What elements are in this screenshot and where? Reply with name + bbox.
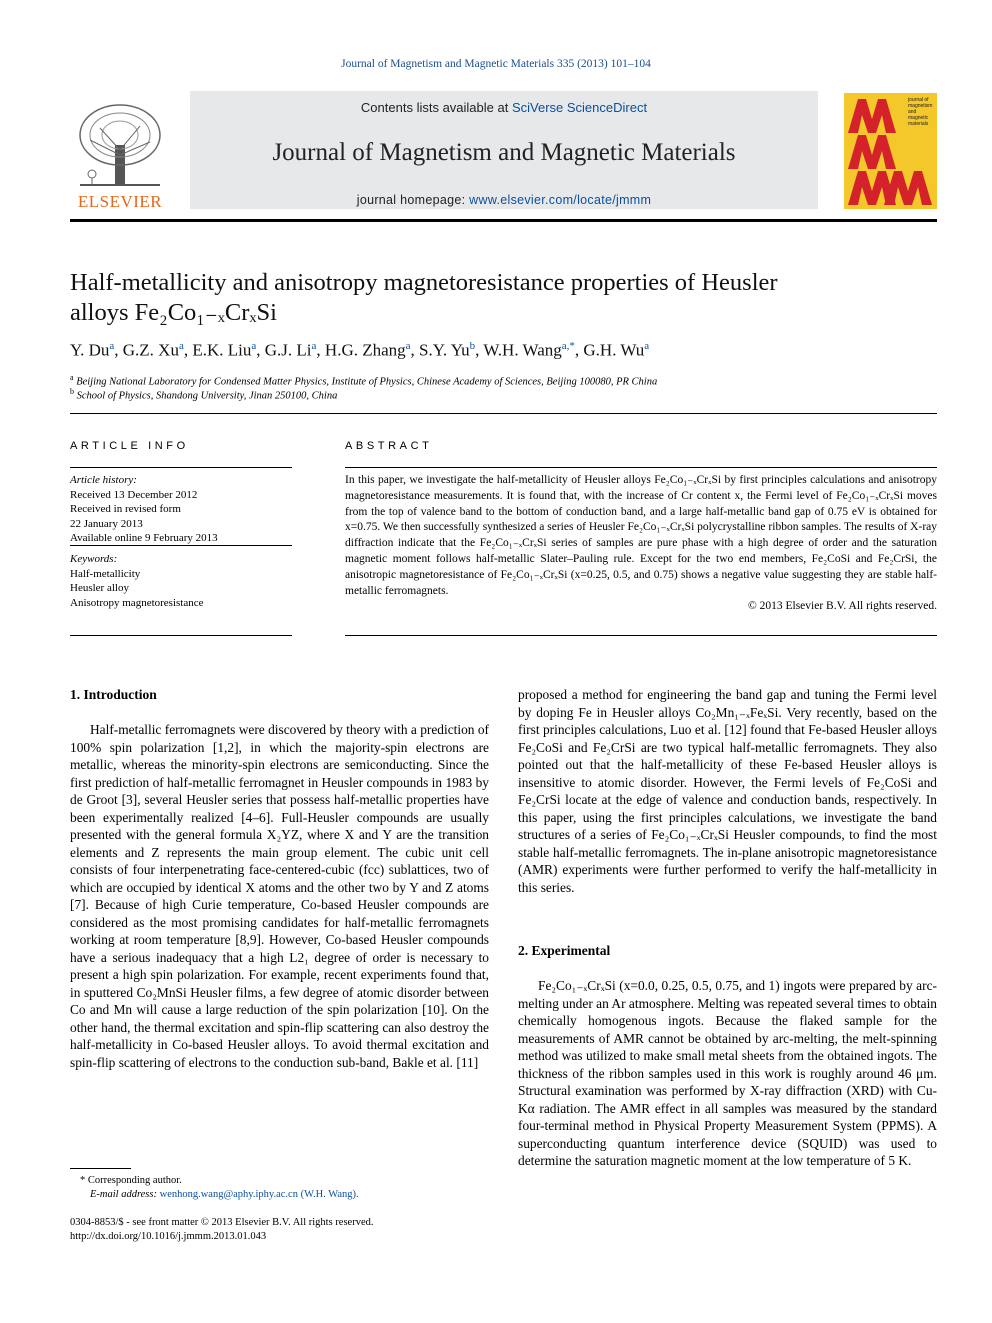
affil-rule bbox=[70, 413, 937, 414]
keyword: Anisotropy magnetoresistance bbox=[70, 596, 204, 609]
article-history bbox=[70, 473, 292, 546]
author: G.J. Li bbox=[264, 340, 312, 360]
author: Y. Du bbox=[70, 340, 110, 360]
author: G.Z. Xu bbox=[122, 340, 179, 360]
introduction-paragraph: Half-metallic ferromagnets were discovered by theory with a prediction of 100% spin polarization [1,2], in which the majority-spin electrons are metallic, whereas the minority-spin electrons are semiconducting. Since the first prediction of half-metallic ferromagnet in Heusler compounds in 1983 by de Groot [3], several Heusler series that possess half-metallic properties have been experimentally realized [4–6]. Full-Heusler compounds are usually presented with the general formula X₂YZ, where X and Y are the transition elements and Z represents the main group element. The cubic unit cell consists of four interpenetrating face-centered-cubic (fcc) sublattices, two of which are occupied by identical X atoms and the other two by Y and Z atoms [7]. Because of high Curie temperature, Co-based Heusler compounds are considered as the most promising candidates for half-metallic ferromagnets working at room temperature [8,9]. However, Co-based Heusler compounds have a serious inadequacy that a high L2₁ degree of order is necessary to present a high spin polarization. For example, recent experiments found that, in sputtered Co₂MnSi Heusler films, a few degree of atomic disorder between Co and Mn will cause a large reduction of the spin polarization [10]. On the other hand, the thermal excitation and spin-flip scattering can also destroy the half-metallicity in Co-based Heusler alloys. To avoid thermal excitation and spin-flip scattering of electrons to the conduction sub-band, Bakle et al. [11] bbox=[70, 722, 489, 1070]
title-line-2: alloys Fe₂Co₁₋ₓCrₓSi bbox=[70, 299, 277, 326]
introduction-continued: proposed a method for engineering the band gap and tuning the Fermi level by doping Fe in Heusler alloys Co₂Mn₁₋ₓFeₓSi. Very recently, based on the first principles calculations, Luo et al. [12] found that Fe-based Heusler alloys Fe₂CoSi and Fe₂CrSi are two typical half-metallic ferromagnets. They also pointed out that the half-metallicity of these Fe-based Heusler alloys is insensitive to atomic disorder. However, the Fermi levels of Fe₂CoSi and Fe₂CrSi locate at the edge of valence and conduction bands, respectively. In this paper, using the first principles calculations, we investigate the band structures of a series of Fe₂Co₁₋ₓCrₓSi Heusler compounds, to find the most stable half-metallic ferromagnets. The in-plane anisotropic magnetoresistance (AMR) experiments were further performed to verify the half-metallicity in this series. bbox=[518, 687, 937, 895]
author-affil-link[interactable]: b bbox=[469, 340, 476, 352]
abstract-copyright: © 2013 Elsevier B.V. All rights reserved. bbox=[748, 600, 937, 613]
affiliation-text: School of Physics, Shandong University, Jinan 250100, China bbox=[76, 390, 338, 402]
author-affil-link[interactable]: a bbox=[251, 340, 257, 352]
article-info-rule-bottom bbox=[70, 635, 292, 636]
author-affil-link[interactable]: a bbox=[644, 340, 650, 352]
history-item: Received in revised form bbox=[70, 503, 181, 515]
abstract-heading: ABSTRACT bbox=[345, 440, 433, 452]
affiliation-sup: b bbox=[70, 387, 74, 396]
section-heading-introduction: 1. Introduction bbox=[70, 687, 157, 702]
article-title bbox=[70, 268, 930, 328]
email-link[interactable]: wenhong.wang@aphy.iphy.ac.cn (W.H. Wang). bbox=[159, 1189, 359, 1200]
experimental-body bbox=[518, 977, 937, 1170]
elsevier-logo bbox=[70, 100, 170, 192]
keywords-label: Keywords: bbox=[70, 553, 118, 565]
experimental-paragraph: Fe₂Co₁₋ₓCrₓSi (x=0.0, 0.25, 0.5, 0.75, and 1) ingots were prepared by arc-melting under an Ar atmosphere. Melting was repeated several times to obtain chemically homogenous ingots. Because the flaked sample for the measurements of AMR cannot be obtained by arc-melting, the melt-spinning method was utilized to make small metal sheets from the obtained ingots. The thickness of the ribbon samples used in this work is roughly around 46 μm. Structural examination was performed by X-ray diffraction (XRD) with Cu-Kα radiation. The AMR effect in all samples was measured by the standard four-terminal method in Physical Property Measurement System (PPMS). A superconducting quantum interference device (SQUID) was used to determine the saturation magnetic moment at the low temperature of 5 K. bbox=[518, 978, 937, 1168]
article-info-heading: ARTICLE INFO bbox=[70, 440, 189, 452]
email-note bbox=[90, 1188, 359, 1202]
issn-line: 0304-8853/$ - see front matter © 2013 Elsevier B.V. All rights reserved. bbox=[70, 1217, 374, 1228]
author-affil-link[interactable]: a,* bbox=[561, 340, 575, 352]
author-affil-link[interactable]: a bbox=[109, 340, 115, 352]
footnote-rule bbox=[70, 1168, 131, 1169]
author-affil-link[interactable]: a bbox=[405, 340, 411, 352]
article-info-rule-top bbox=[70, 467, 292, 468]
right-column bbox=[518, 686, 937, 896]
keywords bbox=[70, 552, 292, 610]
title-line-1: Half-metallicity and anisotropy magnetoresistance properties of Heusler bbox=[70, 269, 778, 296]
history-item: 22 January 2013 bbox=[70, 517, 143, 530]
history-item: Available online 9 February 2013 bbox=[70, 532, 218, 544]
keyword: Heusler alloy bbox=[70, 582, 129, 594]
author-affil-link[interactable]: a bbox=[178, 340, 184, 352]
contents-prefix: Contents lists available at bbox=[360, 100, 512, 115]
affiliation-a bbox=[70, 373, 657, 388]
mmm-logo-icon bbox=[844, 93, 937, 209]
journal-cover[interactable] bbox=[844, 93, 937, 209]
affiliation-text: Beijing National Laboratory for Condensed Matter Physics, Institute of Physics, Chinese Academy of Sciences, Beijing 100080, PR China bbox=[76, 376, 658, 388]
corresponding-author-note: * Corresponding author. bbox=[80, 1175, 182, 1186]
author: H.G. Zhang bbox=[324, 340, 406, 360]
keyword: Half-metallicity bbox=[70, 567, 141, 580]
abstract-rule-bottom bbox=[345, 635, 937, 636]
author: W.H. Wang bbox=[483, 340, 562, 360]
homepage-link[interactable]: www.elsevier.com/locate/jmmm bbox=[469, 193, 652, 207]
article-info-rule-mid bbox=[70, 545, 292, 546]
author-affil-link[interactable]: a bbox=[311, 340, 317, 352]
abstract-text: In this paper, we investigate the half-metallicity of Heusler alloys Fe₂Co₁₋ₓCrₓSi by first principles calculations and anisotropy magnetoresistance measurements. It is found that, with the increase of Cr content x, the Fermi level of Fe₂Co₁₋ₓCrₓSi moves from the top of valence band to the bottom of conduction band, and a large half-metallic band gap of 0.75 eV is obtained for x=0.75. We then successfully synthesized a series of Heusler Fe₂Co₁₋ₓCrₓSi polycrystalline ribbon samples. The results of X-ray diffraction indicate that the Fe₂Co₁₋ₓCrₓSi series of samples are pure phase with a high degree of order and the saturation magnetic moment follows half-metallic Slater–Pauling rule. Except for the two end members, Fe₂CoSi and Fe₂CrSi, the anisotropic magnetoresistance of Fe₂Co₁₋ₓCrₓSi (x=0.25, 0.5, and 0.75) shows a negative value suggesting they are stable half-metallic ferromagnets. bbox=[345, 474, 937, 597]
author: E.K. Liu bbox=[192, 340, 252, 360]
contents-line bbox=[190, 100, 818, 115]
journal-title: Journal of Magnetism and Magnetic Materials bbox=[272, 139, 736, 166]
homepage-line bbox=[190, 193, 818, 207]
history-label: Article history: bbox=[70, 474, 137, 486]
journal-citation[interactable]: Journal of Magnetism and Magnetic Materials 335 (2013) 101–104 bbox=[341, 58, 651, 70]
doi-link[interactable]: http://dx.doi.org/10.1016/j.jmmm.2013.01.043 bbox=[70, 1231, 267, 1242]
header-rule bbox=[70, 219, 937, 222]
section-heading-experimental: 2. Experimental bbox=[518, 943, 611, 958]
email-label: E-mail address: bbox=[90, 1189, 160, 1200]
affiliation-b bbox=[70, 387, 337, 402]
author: S.Y. Yu bbox=[419, 340, 470, 360]
elsevier-tree-icon bbox=[70, 100, 170, 192]
publisher-name: ELSEVIER bbox=[77, 192, 163, 211]
author: G.H. Wu bbox=[583, 340, 645, 360]
homepage-prefix: journal homepage: bbox=[356, 193, 470, 207]
affiliation-sup: a bbox=[70, 373, 74, 382]
sciencedirect-link[interactable]: SciVerse ScienceDirect bbox=[511, 100, 648, 115]
cover-text: journal of magnetism and magnetic materials bbox=[908, 97, 933, 127]
abstract-body bbox=[345, 473, 937, 615]
history-item: Received 13 December 2012 bbox=[70, 488, 198, 501]
author-list: Y. Du$^a$, G.Z. Xu$^a$, E.K. Liu$^a$, G.J. Li$^a$, H.G. Zhang$^a$, S.Y. Yu$^b$, W.H. Wang$^{a,*}$, G.H. Wu$^a$ bbox=[70, 340, 650, 360]
abstract-rule-top bbox=[345, 467, 937, 468]
introduction-body bbox=[70, 721, 489, 1071]
